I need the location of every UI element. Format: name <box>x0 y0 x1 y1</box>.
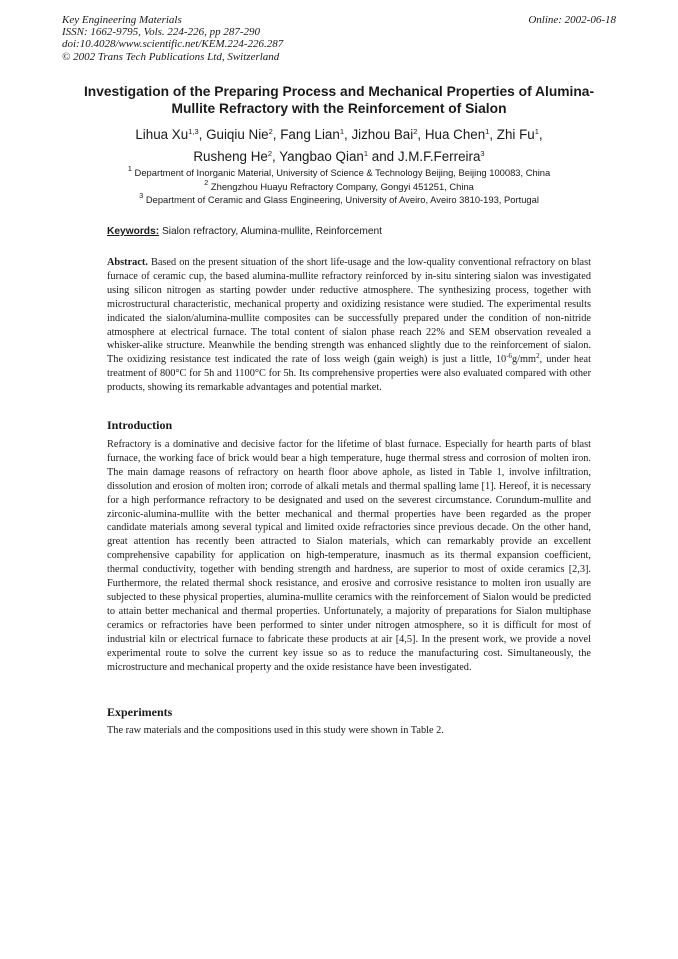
keywords-label: Keywords: <box>107 226 160 237</box>
keywords <box>107 226 382 237</box>
author-affiliation-mark: 3 <box>480 149 485 158</box>
copyright-line: © 2002 Trans Tech Publications Ltd, Switzerland <box>62 50 280 63</box>
abstract-exponent: -6 <box>506 352 513 361</box>
affiliation-text: Department of Inorganic Material, University of Science & Technology Beijing, Beijing 100083, China <box>134 167 551 178</box>
keywords-text: Sialon refractory, Alumina-mullite, Reinforcement <box>161 226 382 237</box>
journal-header <box>62 14 283 63</box>
affiliation <box>60 166 618 180</box>
online-date: Online: 2002-06-18 <box>528 14 616 26</box>
affiliation-number: 3 <box>139 191 144 201</box>
author-name: Fang Lian <box>280 127 340 142</box>
author-name: Jizhou Bai <box>351 127 414 142</box>
affiliation-number: 2 <box>204 177 209 187</box>
issn-line: ISSN: 1662-9795, Vols. 224-226, pp 287-290 <box>62 26 260 39</box>
abstract-text: Based on the present situation of the short life-usage and the low-quality conventional refractory on blast furnace of ceramic cup, the based alumina-mullite refractory reinforced by in-situ sintering sialon was investigated using silicon nitrogen as starting powder under reductive atmosphere. The synthesizing process, together with microstructural characteristic, mechanical property and oxidizing resistance were studied. The experimental results indicated the sialon/alumina-mullite composites can be successfully prepared under the condition of non-nitride atmosphere at electrical furnace. The total content of sialon phase reach 22% and SEM observation revealed a whisker-alike structure. Meanwhile the bending strength was enhanced slightly due to the reinforcement of sialon. The oxidizing resistance test indicated the rate of loss weigh (gain weigh) is just a little, 10 <box>107 257 591 366</box>
author-affiliation-mark: 1 <box>485 127 490 136</box>
author-affiliation-mark: 1 <box>534 127 539 136</box>
experiments-body: The raw materials and the compositions used in this study were shown in Table 2. <box>107 725 444 736</box>
author-name: J.M.F.Ferreira <box>397 149 481 164</box>
abstract-text: g/mm <box>512 354 537 366</box>
author-affiliation-mark: 1 <box>363 149 369 158</box>
author-affiliation-mark: 1 <box>339 127 344 136</box>
author-name: Hua Chen <box>424 127 486 142</box>
author-name: Rusheng He <box>193 149 268 164</box>
introduction-heading: Introduction <box>107 418 173 432</box>
author-name: Lihua Xu <box>135 127 189 142</box>
author-affiliation-mark: 2 <box>268 127 273 136</box>
abstract-label: Abstract. <box>107 257 148 268</box>
affiliation <box>60 193 618 207</box>
author-affiliation-mark: 2 <box>413 127 418 136</box>
author-name: Zhi Fu <box>496 127 535 142</box>
experiments-heading: Experiments <box>107 705 173 719</box>
abstract-exponent: 2 <box>536 352 540 361</box>
affiliation-text: Zhengzhou Huayu Refractory Company, Gongyi 451251, China <box>210 180 474 192</box>
abstract-text: , under heat treatment of 800°C for 5h and 1100°C for 5h. Its comprehensive properties were also evaluated compared with other products, showing its remarkable advantages and potential market. <box>107 354 591 394</box>
author-affiliation-mark: 1,3 <box>188 127 199 136</box>
abstract <box>107 256 591 395</box>
introduction-body: Refractory is a dominative and decisive factor for the lifetime of blast furnace. Especially for hearth parts of blast furnace, the working face of brick would bear a high temperature, huge thermal stress and corrosion of molten iron. The main damage reasons of refractory on hearth floor above aphole, as listed in Table 1, involve infiltration, dissolution and erosion of molten iron; corrode of alkali metals and thermal spalling lame [1]. Hereof, it is necessary for a high performance refractory to be designated and used on the severest circumstance. Corundum-mullite and zirconic-alumina-mullite with the better mechanical and thermal properties have been regarded as the proper candidate materials among several typical and limited oxide refractories since previous decade. On the other hand, great attention has recently been attracted to Sialon materials, which can remarkably provide an excellent comprehensive capability for application on high-temperature, inasmuch as its thermal expansion coefficient, thermal conductivity, together with bending strength and hardness, are superior to most of oxide ceramics [2,3]. Furthermore, the related thermal shock resistance, and erosive and corrosive resistance to molten iron usually are subjected to these physical properties, alumina-mullite ceramics with the reinforcement of Sialon would be predicted to attain better mechanical and thermal properties. Unfortunately, a majority of preparations for Sialon multiphase ceramics or refractories have been performed to sinter under nitrogen atmosphere, so it is difficult for most of industrial kiln or electrical furnace to fabricate these products at air [4,5]. In the present work, we provide a novel experimental route to solve the current key issue so as to reduce the manufacturing cost. Simultaneously, the microstructure and mechanical property and the oxide resistance have been investigated. <box>107 439 591 673</box>
author-name: Yangbao Qian <box>279 149 364 164</box>
affiliation-number: 1 <box>127 164 132 173</box>
author-affiliation-mark: 2 <box>267 149 273 158</box>
affiliation-text: Department of Ceramic and Glass Engineering, University of Aveiro, Aveiro 3810-193, Portugal <box>145 194 539 206</box>
journal-name: Key Engineering Materials <box>62 14 182 26</box>
affiliation <box>60 177 618 194</box>
author-name: Guiqiu Nie <box>206 127 269 142</box>
affiliation-list <box>60 166 618 207</box>
author-list: Lihua Xu$^{1,3}$, Guiqiu Nie$^2$, Fang Lian$^1$, Jizhou Bai$^2$, Hua Chen$^1$, Zhi Fu$^1$, Rusheng He$^2$, Yangbao Qian$^1$ and J.M.F.Ferreira$^3$ <box>135 127 543 164</box>
doi-line: doi:10.4028/www.scientific.net/KEM.224-226.287 <box>62 38 284 51</box>
paper-title: Investigation of the Preparing Process and Mechanical Properties of Alumina-Mullite Refractory with the Reinforcement of Sialon <box>83 84 595 116</box>
